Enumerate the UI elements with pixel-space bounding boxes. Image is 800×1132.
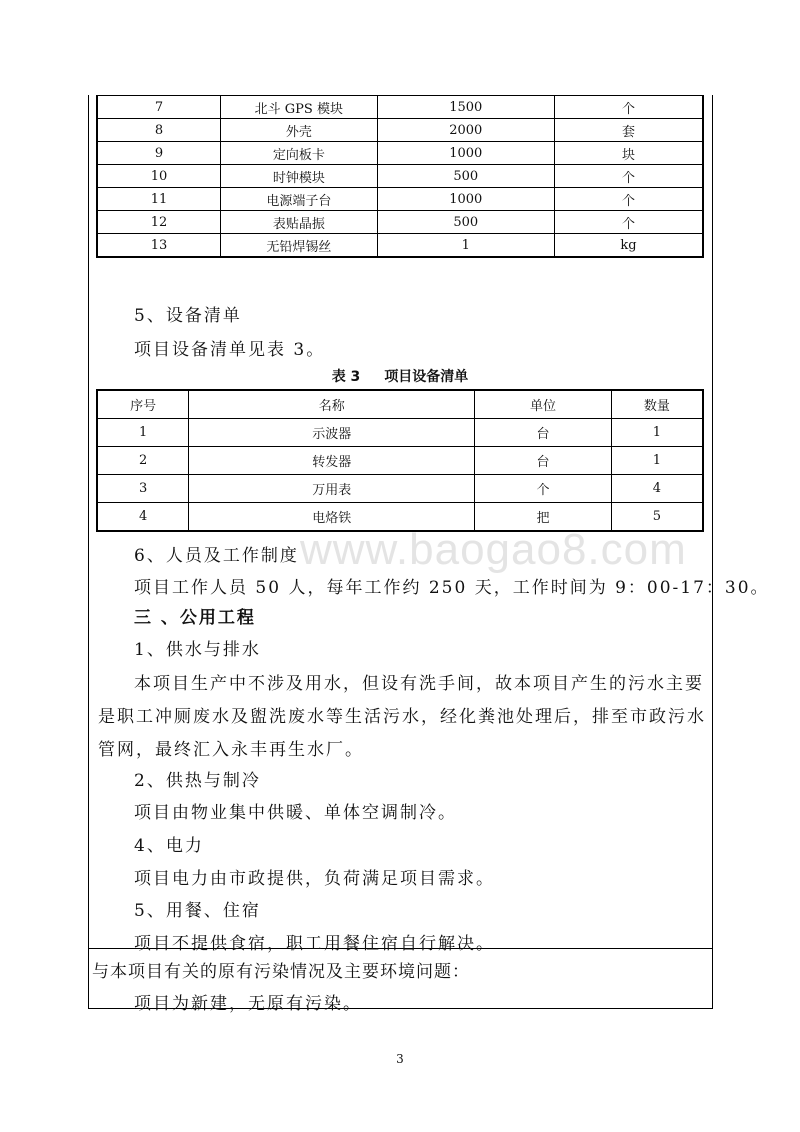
- part3-heading: 三 、公用工程: [134, 608, 256, 628]
- material-qty-cell: 1500: [377, 96, 554, 119]
- material-name-cell: 表贴晶振: [221, 211, 377, 234]
- heating-heading: 2、供热与制冷: [134, 771, 261, 791]
- material-no-cell: 13: [97, 234, 221, 258]
- equipment-cell: 4: [611, 475, 703, 503]
- water-line-2: 是职工冲厕废水及盥洗废水等生活污水，经化粪池处理后，排至市政污水: [98, 707, 706, 727]
- equipment-row: [97, 419, 703, 447]
- material-unit-cell: 个: [554, 211, 703, 234]
- material-qty-cell: 1000: [377, 142, 554, 165]
- equipment-row: [97, 447, 703, 475]
- dining-heading: 5、用餐、住宿: [134, 901, 261, 921]
- material-no-cell: 9: [97, 142, 221, 165]
- equipment-cell: 示波器: [189, 419, 475, 447]
- material-no-cell: 12: [97, 211, 221, 234]
- equipment-cell: 3: [97, 475, 189, 503]
- material-row: [97, 142, 703, 165]
- equipment-cell: 4: [97, 503, 189, 532]
- material-no-cell: 8: [97, 119, 221, 142]
- header-cell: 单位: [475, 390, 612, 419]
- table3-caption-title: 项目设备清单: [384, 369, 469, 385]
- material-qty-cell: 1000: [377, 188, 554, 211]
- material-row: [97, 211, 703, 234]
- material-qty-cell: 500: [377, 211, 554, 234]
- table3-caption-no: 表 3: [331, 369, 361, 385]
- water-heading: 1、供水与排水: [134, 640, 261, 660]
- equipment-cell: 1: [611, 447, 703, 475]
- equipment-row: [97, 475, 703, 503]
- equipment-cell: 1: [97, 419, 189, 447]
- power-text: 项目电力由市政提供，负荷满足项目需求。: [134, 869, 495, 889]
- watermark: www.baogao8.com: [300, 525, 687, 574]
- equipment-cell: 5: [611, 503, 703, 532]
- section6-heading: 6、人员及工作制度: [134, 546, 299, 566]
- equipment-cell: 台: [475, 447, 612, 475]
- material-unit-cell: kg: [554, 234, 703, 258]
- equipment-cell: 个: [475, 475, 612, 503]
- material-unit-cell: 个: [554, 165, 703, 188]
- pollution-heading: 与本项目有关的原有污染情况及主要环境问题：: [92, 962, 470, 982]
- section6-text: 项目工作人员 50 人，每年工作约 250 天，工作时间为 9：00-17：30。: [134, 578, 770, 598]
- material-unit-cell: 个: [554, 188, 703, 211]
- material-no-cell: 11: [97, 188, 221, 211]
- material-name-cell: 定向板卡: [221, 142, 377, 165]
- header-cell: 数量: [611, 390, 703, 419]
- material-no-cell: 10: [97, 165, 221, 188]
- header-cell: 序号: [97, 390, 189, 419]
- equipment-cell: 1: [611, 419, 703, 447]
- equipment-cell: 2: [97, 447, 189, 475]
- material-unit-cell: 个: [554, 96, 703, 119]
- material-unit-cell: 套: [554, 119, 703, 142]
- equipment-cell: 台: [475, 419, 612, 447]
- material-name-cell: 无铅焊锡丝: [221, 234, 377, 258]
- material-unit-cell: 块: [554, 142, 703, 165]
- material-row: [97, 96, 703, 119]
- equipment-header-row: [97, 390, 703, 419]
- material-row: [97, 119, 703, 142]
- equipment-table: [96, 389, 704, 532]
- section5-heading: 5、设备清单: [134, 306, 242, 326]
- equipment-cell: 把: [475, 503, 612, 532]
- material-qty-cell: 500: [377, 165, 554, 188]
- material-name-cell: 时钟模块: [221, 165, 377, 188]
- table3-caption: [0, 366, 800, 386]
- material-row: [97, 188, 703, 211]
- material-row: [97, 165, 703, 188]
- header-cell: 名称: [189, 390, 475, 419]
- material-row: [97, 234, 703, 258]
- heating-text: 项目由物业集中供暖、单体空调制冷。: [134, 803, 457, 823]
- equipment-cell: 万用表: [189, 475, 475, 503]
- material-name-cell: 北斗 GPS 模块: [221, 96, 377, 119]
- page-number: 3: [396, 1052, 404, 1066]
- dining-text: 项目不提供食宿，职工用餐住宿自行解决。: [134, 934, 495, 954]
- equipment-cell: 电烙铁: [189, 503, 475, 532]
- water-line-1: 本项目生产中不涉及用水，但设有洗手间，故本项目产生的污水主要: [134, 674, 704, 694]
- section5-text: 项目设备清单见表 3。: [134, 340, 326, 360]
- material-no-cell: 7: [97, 96, 221, 119]
- pollution-text: 项目为新建，无原有污染。: [134, 994, 362, 1014]
- power-heading: 4、电力: [134, 836, 204, 856]
- materials-table: [96, 95, 704, 258]
- equipment-cell: 转发器: [189, 447, 475, 475]
- material-name-cell: 电源端子台: [221, 188, 377, 211]
- material-qty-cell: 2000: [377, 119, 554, 142]
- material-name-cell: 外壳: [221, 119, 377, 142]
- material-qty-cell: 1: [377, 234, 554, 258]
- water-line-3: 管网，最终汇入永丰再生水厂。: [98, 740, 364, 760]
